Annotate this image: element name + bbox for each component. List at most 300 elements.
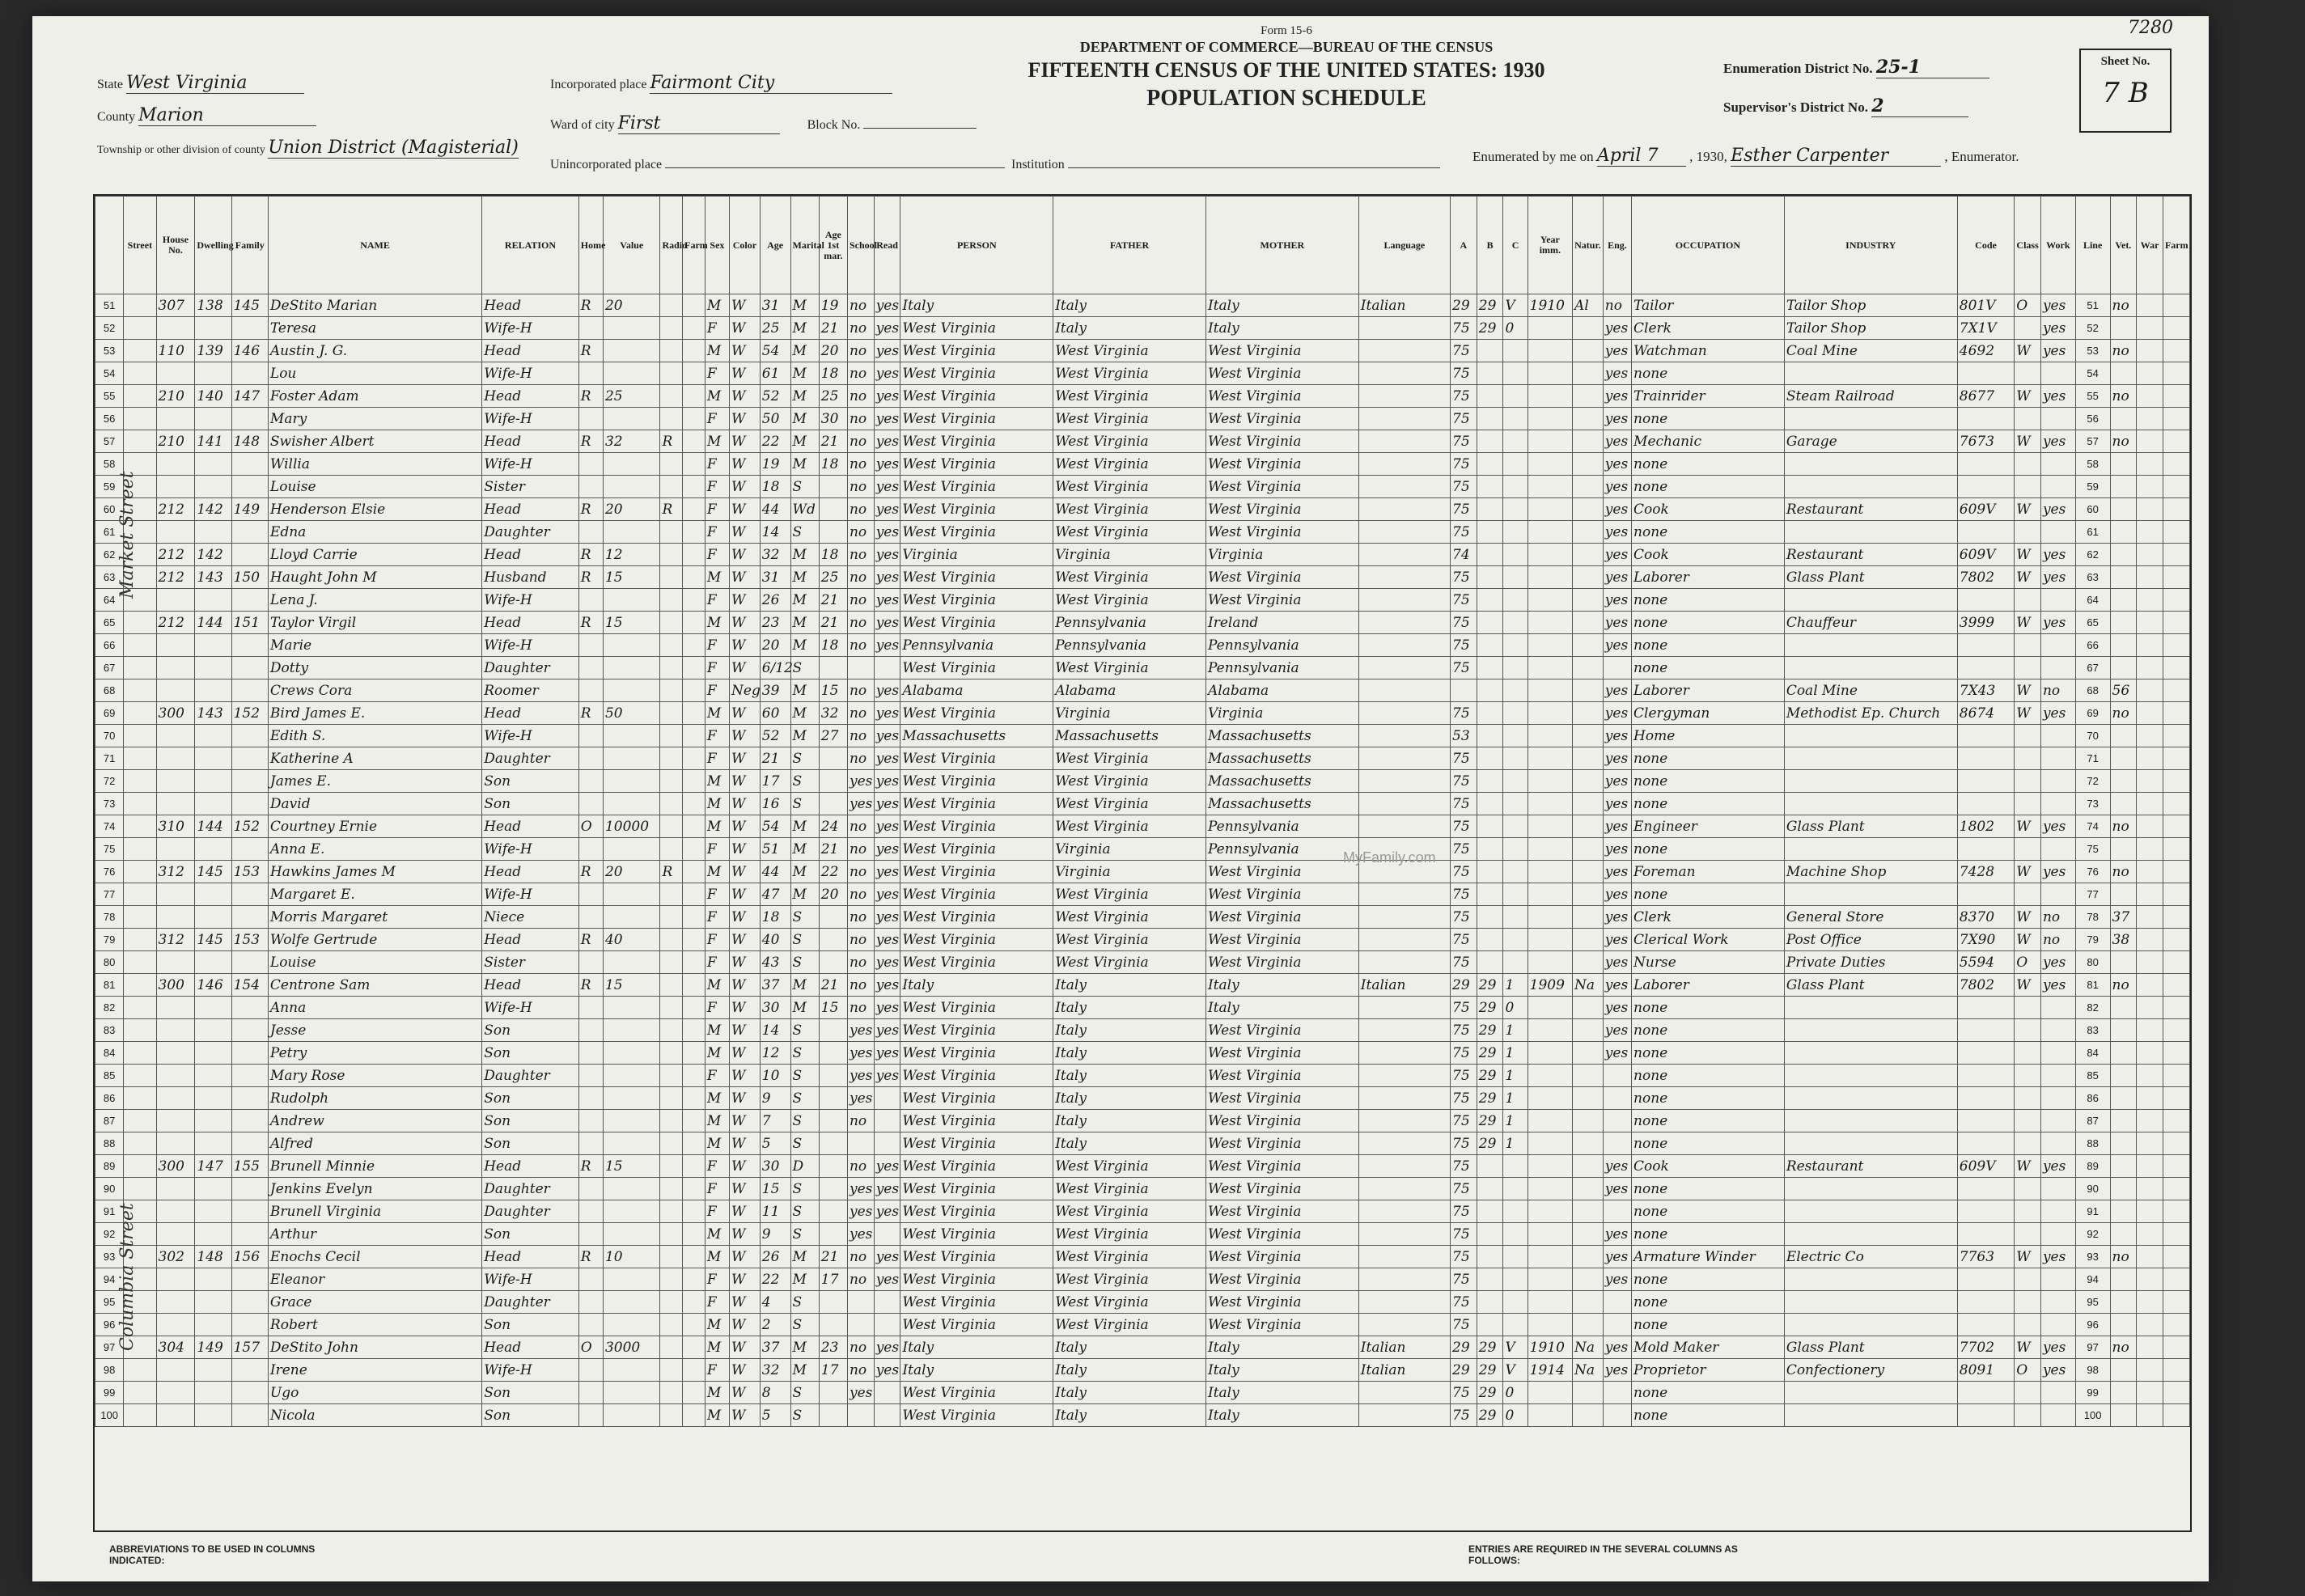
cell-eng [1603,1382,1631,1404]
cell-am: 15 [819,997,847,1019]
cell-war [2137,725,2163,747]
cell-occ: Tailor [1632,294,1785,317]
cell-wk [2040,1223,2075,1246]
cell-home [578,747,603,770]
cell-yr [1527,521,1572,544]
cell-am [819,476,847,498]
cell-rd: yes [874,362,900,385]
cell-fm [2163,1246,2189,1268]
cell-val [603,1404,659,1427]
column-header: Class [2015,197,2041,294]
cell-h: 212 [156,566,195,589]
cell-fm [2163,861,2189,883]
cell-fb: West Virginia [1053,1268,1206,1291]
cell-mb: Italy [1205,1359,1358,1382]
cell-fm [2163,1019,2189,1042]
cell-ind: Steam Railroad [1784,385,1957,408]
cell-col: W [730,294,761,317]
cell-fm [2163,1087,2189,1110]
cell-home [578,997,603,1019]
cell-eng [1603,657,1631,679]
cell-rel: Head [482,430,579,453]
line-number: 63 [95,566,124,589]
cell-st [124,294,156,317]
cell-rel: Son [482,1404,579,1427]
cell-sch: no [847,1359,874,1382]
cell-farm [683,408,705,430]
cell-col: W [730,317,761,340]
cell-lang [1358,1065,1450,1087]
cell-farm [683,815,705,838]
line-number: 60 [95,498,124,521]
cell-fm [2163,1065,2189,1087]
ward-value: First [618,113,780,134]
cell-rel: Head [482,544,579,566]
cell-col: W [730,747,761,770]
cell-d [195,1019,231,1042]
cell-age: 37 [760,974,790,997]
cell-fb: West Virginia [1053,340,1206,362]
line-number: 75 [2075,838,2110,861]
cell-war [2137,1336,2163,1359]
cell-fb: West Virginia [1053,589,1206,612]
cell-d [195,521,231,544]
line-number: 83 [2075,1019,2110,1042]
cell-fm [2163,702,2189,725]
cell-war [2137,929,2163,951]
cell-name: Edna [268,521,481,544]
cell-am [819,747,847,770]
cell-val: 15 [603,566,659,589]
cell-eng: yes [1603,1246,1631,1268]
cell-am [819,1155,847,1178]
cell-sex: M [705,815,729,838]
cell-yr [1527,747,1572,770]
cell-rel: Wife-H [482,408,579,430]
cell-wk: yes [2040,498,2075,521]
cell-sex: M [705,974,729,997]
cell-f: 155 [231,1155,268,1178]
cell-farm [683,1336,705,1359]
cell-val [603,1314,659,1336]
cell-cl: W [2015,1336,2041,1359]
cell-rd [874,1087,900,1110]
cell-val: 20 [603,294,659,317]
cell-a: 75 [1451,566,1477,589]
cell-a: 75 [1451,476,1477,498]
cell-lang [1358,1314,1450,1336]
cell-h [156,1291,195,1314]
cell-wk [2040,747,2075,770]
cell-b [1477,861,1503,883]
cell-col: W [730,1404,761,1427]
cell-c: 0 [1503,1382,1527,1404]
cell-sex: M [705,1336,729,1359]
cell-a: 75 [1451,1223,1477,1246]
enumeration-district [1723,57,1989,78]
cell-farm [683,1132,705,1155]
cell-f: 156 [231,1246,268,1268]
cell-pb: West Virginia [900,1382,1053,1404]
cell-val [603,997,659,1019]
table-row [95,385,2190,408]
cell-name: Teresa [268,317,481,340]
cell-a: 75 [1451,1268,1477,1291]
cell-b [1477,634,1503,657]
cell-h [156,951,195,974]
line-number: 91 [2075,1200,2110,1223]
cell-am [819,929,847,951]
table-row [95,566,2190,589]
cell-radio [660,408,683,430]
cell-cl: W [2015,385,2041,408]
cell-val: 15 [603,1155,659,1178]
census-table-body [95,294,2190,1427]
cell-d [195,997,231,1019]
enum-district-label: Enumeration District No. [1723,61,1873,76]
line-number: 86 [95,1087,124,1110]
cell-rd [874,1314,900,1336]
cell-b [1477,951,1503,974]
cell-fb: West Virginia [1053,430,1206,453]
cell-code: 4692 [1957,340,2014,362]
cell-wk: yes [2040,430,2075,453]
line-number: 93 [95,1246,124,1268]
cell-f: 157 [231,1336,268,1359]
column-header: B [1477,197,1503,294]
cell-eng: yes [1603,453,1631,476]
cell-wk [2040,408,2075,430]
cell-mar: M [790,385,819,408]
cell-rd: yes [874,1178,900,1200]
enumerator-label: , Enumerator. [1944,149,2019,164]
cell-lang [1358,634,1450,657]
cell-yr [1527,612,1572,634]
cell-war [2137,702,2163,725]
cell-code: 5594 [1957,951,2014,974]
cell-eng: yes [1603,951,1631,974]
cell-fm [2163,294,2189,317]
cell-pb: West Virginia [900,362,1053,385]
cell-wk: yes [2040,702,2075,725]
cell-war [2137,362,2163,385]
cell-home [578,1382,603,1404]
cell-ind [1784,997,1957,1019]
line-number: 84 [2075,1042,2110,1065]
cell-name: Wolfe Gertrude [268,929,481,951]
cell-occ: Home [1632,725,1785,747]
cell-ind: Coal Mine [1784,340,1957,362]
cell-occ: none [1632,1132,1785,1155]
cell-lang: Italian [1358,294,1450,317]
cell-code: 8091 [1957,1359,2014,1382]
cell-farm [683,657,705,679]
cell-mar: M [790,362,819,385]
cell-vet [2110,1359,2137,1382]
cell-rd: yes [874,612,900,634]
cell-fb: West Virginia [1053,1223,1206,1246]
cell-yr [1527,385,1572,408]
cell-lang [1358,1223,1450,1246]
cell-war [2137,634,2163,657]
cell-yr: 1910 [1527,1336,1572,1359]
cell-fb: West Virginia [1053,566,1206,589]
line-number: 78 [2075,906,2110,929]
cell-fb: Italy [1053,1359,1206,1382]
cell-eng: yes [1603,408,1631,430]
cell-age: 21 [760,747,790,770]
line-number: 65 [2075,612,2110,634]
cell-a: 75 [1451,997,1477,1019]
table-row [95,544,2190,566]
cell-pb: West Virginia [900,1178,1053,1200]
cell-eng: yes [1603,1019,1631,1042]
cell-sch: no [847,838,874,861]
cell-wk [2040,1200,2075,1223]
cell-a: 75 [1451,385,1477,408]
cell-wk [2040,1087,2075,1110]
cell-c [1503,838,1527,861]
line-number: 56 [2075,408,2110,430]
cell-rd: yes [874,498,900,521]
cell-radio [660,883,683,906]
cell-f [231,1042,268,1065]
cell-c [1503,1178,1527,1200]
line-number: 53 [95,340,124,362]
cell-b [1477,770,1503,793]
cell-f [231,1178,268,1200]
cell-rd: yes [874,453,900,476]
cell-h [156,1132,195,1155]
cell-vet [2110,997,2137,1019]
census-title: FIFTEENTH CENSUS OF THE UNITED STATES: 1930 [1028,58,1545,82]
cell-code [1957,657,2014,679]
cell-am: 17 [819,1359,847,1382]
cell-sch: no [847,521,874,544]
cell-code: 7802 [1957,974,2014,997]
cell-val [603,362,659,385]
column-header: Marital [790,197,819,294]
township-value: Union District (Magisterial) [268,138,519,158]
cell-age: 18 [760,906,790,929]
cell-col: W [730,1019,761,1042]
column-header: A [1451,197,1477,294]
cell-radio [660,1110,683,1132]
cell-yr [1527,1065,1572,1087]
column-header: Dwelling [195,197,231,294]
line-number: 65 [95,612,124,634]
cell-a: 29 [1451,1336,1477,1359]
cell-radio: R [660,861,683,883]
cell-ind: Glass Plant [1784,566,1957,589]
cell-c: 0 [1503,1404,1527,1427]
cell-sex: F [705,951,729,974]
cell-occ: Engineer [1632,815,1785,838]
cell-sch [847,1404,874,1427]
cell-wk [2040,1314,2075,1336]
cell-h: 310 [156,815,195,838]
cell-yr: 1909 [1527,974,1572,997]
line-number: 76 [2075,861,2110,883]
column-header: Natur. [1573,197,1604,294]
column-header: Farm [683,197,705,294]
cell-mar: M [790,453,819,476]
cell-d [195,317,231,340]
cell-rel: Wife-H [482,997,579,1019]
cell-d: 138 [195,294,231,317]
line-number: 98 [2075,1359,2110,1382]
cell-cl [2015,1268,2041,1291]
cell-code [1957,1200,2014,1223]
cell-vet [2110,883,2137,906]
cell-nat [1573,385,1604,408]
cell-mar: M [790,544,819,566]
cell-rel: Daughter [482,1178,579,1200]
cell-nat [1573,1178,1604,1200]
cell-cl [2015,1382,2041,1404]
cell-nat [1573,1155,1604,1178]
cell-name: Dotty [268,657,481,679]
cell-cl [2015,1223,2041,1246]
cell-cl [2015,1200,2041,1223]
table-row [95,657,2190,679]
column-header: Vet. [2110,197,2137,294]
cell-c [1503,521,1527,544]
cell-f [231,521,268,544]
column-header: RELATION [482,197,579,294]
cell-ind [1784,1404,1957,1427]
cell-h: 210 [156,430,195,453]
cell-age: 5 [760,1404,790,1427]
cell-c [1503,566,1527,589]
cell-home [578,1268,603,1291]
cell-pb: West Virginia [900,1087,1053,1110]
cell-st [124,430,156,453]
line-number: 62 [95,544,124,566]
cell-lang [1358,906,1450,929]
cell-st [124,657,156,679]
cell-nat [1573,1223,1604,1246]
cell-d [195,1042,231,1065]
column-header: FATHER [1053,197,1206,294]
cell-age: 9 [760,1087,790,1110]
cell-wk [2040,770,2075,793]
cell-col: W [730,385,761,408]
cell-fm [2163,340,2189,362]
cell-f: 152 [231,815,268,838]
cell-home [578,1178,603,1200]
cell-mb: West Virginia [1205,476,1358,498]
cell-cl [2015,1178,2041,1200]
cell-yr [1527,770,1572,793]
cell-sch: yes [847,793,874,815]
cell-farm [683,793,705,815]
cell-a: 29 [1451,974,1477,997]
cell-nat [1573,362,1604,385]
cell-sex: M [705,770,729,793]
cell-rd: yes [874,1336,900,1359]
cell-farm [683,340,705,362]
cell-vet [2110,838,2137,861]
cell-vet [2110,1382,2137,1404]
cell-occ: Foreman [1632,861,1785,883]
cell-st [124,1087,156,1110]
cell-nat [1573,1019,1604,1042]
cell-fb: Virginia [1053,861,1206,883]
cell-fb: Italy [1053,1132,1206,1155]
cell-occ: Cook [1632,1155,1785,1178]
cell-val: 10000 [603,815,659,838]
line-number: 79 [2075,929,2110,951]
cell-wk: yes [2040,1155,2075,1178]
line-number: 68 [95,679,124,702]
cell-ind: Glass Plant [1784,815,1957,838]
cell-rd: yes [874,430,900,453]
cell-c: V [1503,1336,1527,1359]
cell-fm [2163,929,2189,951]
cell-rel: Son [482,1132,579,1155]
cell-sex: M [705,385,729,408]
line-number: 64 [95,589,124,612]
cell-farm [683,1178,705,1200]
cell-occ: none [1632,1382,1785,1404]
cell-vet [2110,951,2137,974]
line-number: 92 [2075,1223,2110,1246]
cell-mar: S [790,1404,819,1427]
cell-sch: no [847,634,874,657]
cell-age: 7 [760,1110,790,1132]
line-number: 51 [95,294,124,317]
cell-nat: Al [1573,294,1604,317]
cell-am: 20 [819,340,847,362]
cell-fm [2163,906,2189,929]
cell-cl [2015,1065,2041,1087]
cell-cl: W [2015,861,2041,883]
cell-fb: Virginia [1053,838,1206,861]
cell-fm [2163,1404,2189,1427]
cell-sch: no [847,1336,874,1359]
cell-rd [874,1291,900,1314]
cell-rel: Wife-H [482,838,579,861]
cell-st [124,883,156,906]
cell-occ: none [1632,1268,1785,1291]
cell-col: W [730,838,761,861]
cell-vet [2110,317,2137,340]
cell-occ: none [1632,1178,1785,1200]
cell-f [231,362,268,385]
cell-c: 1 [1503,1019,1527,1042]
cell-occ: none [1632,521,1785,544]
cell-sex: F [705,317,729,340]
cell-name: Mary Rose [268,1065,481,1087]
cell-occ: Cook [1632,544,1785,566]
cell-eng [1603,1200,1631,1223]
cell-occ: none [1632,1223,1785,1246]
cell-rel: Wife-H [482,883,579,906]
cell-war [2137,385,2163,408]
county-value: Marion [138,105,316,126]
line-number: 87 [95,1110,124,1132]
cell-name: David [268,793,481,815]
cell-eng: yes [1603,1268,1631,1291]
cell-val [603,883,659,906]
cell-ind [1784,1065,1957,1087]
cell-home [578,883,603,906]
column-header: Home [578,197,603,294]
cell-fm [2163,1268,2189,1291]
cell-code [1957,521,2014,544]
cell-yr [1527,1019,1572,1042]
